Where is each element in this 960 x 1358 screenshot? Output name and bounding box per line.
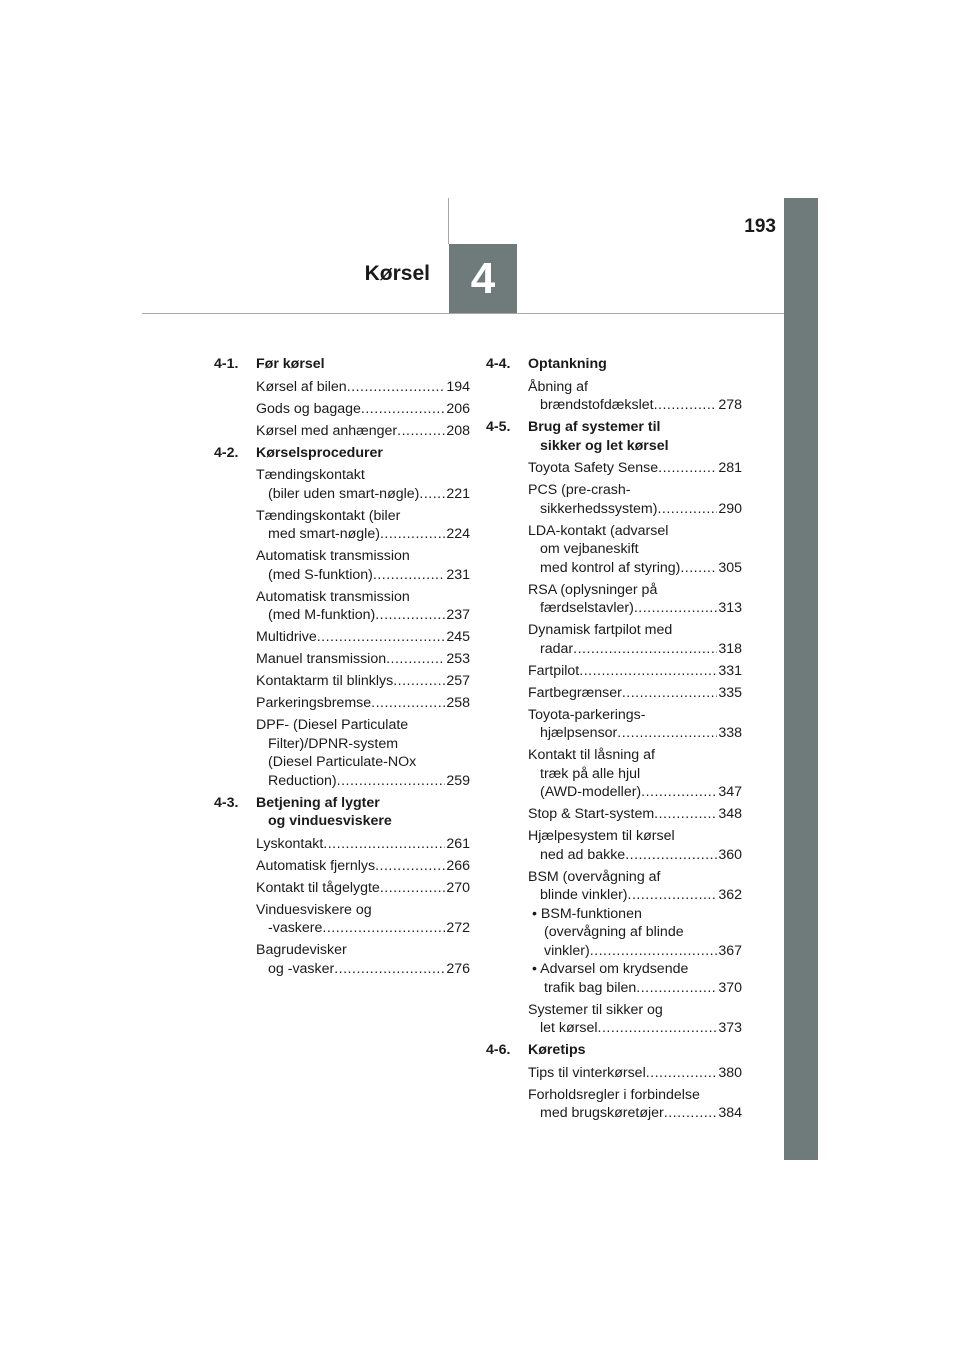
entry-line-with-page xyxy=(256,485,470,504)
entry-text: Kontaktarm til blinklys xyxy=(256,673,394,689)
entry-line: (Diesel Particulate-NOx xyxy=(268,754,417,770)
entry-line-with-page xyxy=(256,378,470,397)
entry-text: med smart-nøgle) xyxy=(268,526,380,542)
entry-page-number: 206 xyxy=(446,400,470,417)
entry-line: Tændingskontakt (biler xyxy=(256,507,401,524)
entry-line-with-page xyxy=(528,1019,742,1038)
toc-entry xyxy=(486,1001,742,1038)
entry-line-with-page xyxy=(528,662,742,681)
entry-page-number: 370 xyxy=(718,979,742,996)
entry-page-number: 266 xyxy=(446,857,470,874)
entry-text: (med M-funktion) xyxy=(268,607,376,623)
entry-page-number: 259 xyxy=(446,772,470,789)
toc-entry xyxy=(214,466,470,503)
section-number: 4-1. xyxy=(214,356,239,372)
entry-line: Tændingskontakt xyxy=(256,467,365,483)
dot-leader xyxy=(393,672,445,691)
entry-text: Toyota Safety Sense xyxy=(528,460,659,476)
toc-entry xyxy=(214,378,470,397)
header-vertical-rule xyxy=(448,198,449,244)
dot-leader xyxy=(573,640,717,659)
toc-entry xyxy=(486,827,742,864)
dot-leader xyxy=(347,378,446,397)
entry-line-with-page xyxy=(528,1104,742,1123)
toc-entry xyxy=(214,422,470,441)
entry-text: Kørsel med anhænger xyxy=(256,422,398,439)
section-title-line: Betjening af lygter xyxy=(256,794,380,811)
toc-entry xyxy=(214,547,470,584)
chapter-number-box: 4 xyxy=(449,244,517,313)
toc-entry xyxy=(486,1086,742,1123)
section-number: 4-6. xyxy=(486,1042,511,1058)
section-title-line: Køretips xyxy=(528,1042,586,1058)
entry-line: Dynamisk fartpilot med xyxy=(528,622,673,638)
toc-entry xyxy=(486,522,742,578)
toc-entry xyxy=(486,459,742,478)
entry-page-number: 347 xyxy=(718,784,742,800)
section-number: 4-4. xyxy=(486,356,511,372)
entry-page-number: 237 xyxy=(446,607,470,623)
toc-entry xyxy=(486,378,742,415)
entry-line-with-page xyxy=(528,684,742,703)
chapter-title: Kørsel xyxy=(364,262,430,285)
entry-text: Lyskontakt xyxy=(256,835,324,852)
entry-line-with-page xyxy=(256,772,470,791)
toc-entry xyxy=(214,716,470,790)
entry-page-number: 367 xyxy=(718,942,742,959)
dot-leader xyxy=(680,559,717,578)
entry-line-with-page xyxy=(256,400,470,419)
entry-line-with-page xyxy=(528,459,742,478)
entry-page-number: 270 xyxy=(446,879,470,896)
entry-text: Stop & Start-system xyxy=(528,806,655,822)
section-title-line: Kørselsprocedurer xyxy=(256,444,383,461)
entry-line: Filter)/DPNR-system xyxy=(268,735,399,752)
header-horizontal-rule xyxy=(142,313,784,314)
toc-entry xyxy=(486,805,742,824)
entry-text: Kørsel af bilen xyxy=(256,378,347,395)
dot-leader xyxy=(334,960,445,979)
entry-text: Fartbegrænser xyxy=(528,684,622,701)
entry-line-with-page xyxy=(528,396,742,415)
bullet-line-with-page xyxy=(528,979,742,998)
entry-line: DPF- (Diesel Particulate xyxy=(256,717,409,733)
bullet-line-with-page xyxy=(528,942,742,961)
entry-line-with-page xyxy=(256,919,470,938)
entry-line: Vinduesviskere og xyxy=(256,901,372,918)
dot-leader xyxy=(646,1064,718,1083)
toc-entry xyxy=(214,507,470,544)
entry-page-number: 261 xyxy=(446,835,470,852)
entry-line-with-page xyxy=(256,606,470,625)
entry-line: Åbning af xyxy=(528,378,588,395)
toc-entry xyxy=(214,650,470,669)
section-heading xyxy=(486,355,742,374)
toc-entry xyxy=(214,588,470,625)
entry-text: ned ad bakke xyxy=(540,846,626,863)
entry-line-with-page xyxy=(256,672,470,691)
entry-line-with-page xyxy=(528,599,742,618)
entry-page-number: 384 xyxy=(718,1105,742,1121)
dot-leader xyxy=(654,396,718,415)
entry-line-with-page xyxy=(528,500,742,519)
section-heading xyxy=(214,794,470,831)
entry-page-number: 380 xyxy=(718,1064,742,1081)
entry-text: -vaskere xyxy=(268,920,323,936)
entry-page-number: 331 xyxy=(718,662,742,679)
entry-text: blinde vinkler) xyxy=(540,887,628,903)
entry-line-with-page xyxy=(256,650,470,669)
toc-entry xyxy=(486,868,742,998)
entry-page-number: 221 xyxy=(446,485,470,502)
toc-entry xyxy=(214,901,470,938)
section-title xyxy=(528,1041,586,1060)
dot-leader xyxy=(654,805,717,824)
entry-page-number: 245 xyxy=(446,629,470,645)
entry-text: Fartpilot xyxy=(528,662,580,679)
entry-line-with-page xyxy=(528,846,742,865)
dot-leader xyxy=(636,979,717,998)
entry-text: med kontrol af styring) xyxy=(540,559,681,576)
section-number: 4-3. xyxy=(214,794,239,811)
entry-line: om vejbaneskift xyxy=(540,541,639,557)
entry-line: Systemer til sikker og xyxy=(528,1001,663,1018)
entry-text: Reduction) xyxy=(268,772,337,789)
entry-line-with-page xyxy=(528,640,742,659)
entry-page-number: 253 xyxy=(446,651,470,667)
entry-text: Kontakt til tågelygte xyxy=(256,879,380,896)
toc-entry xyxy=(486,684,742,703)
entry-text: Multidrive xyxy=(256,629,317,645)
toc-entry xyxy=(214,879,470,898)
entry-page-number: 373 xyxy=(718,1020,742,1036)
entry-line: træk på alle hjul xyxy=(540,765,641,782)
section-title xyxy=(528,418,669,455)
toc-entry xyxy=(214,835,470,854)
entry-page-number: 338 xyxy=(718,725,742,741)
entry-page-number: 224 xyxy=(446,526,470,542)
entry-text: radar xyxy=(540,640,574,657)
entry-page-number: 257 xyxy=(446,673,470,689)
dot-leader xyxy=(386,650,445,669)
entry-text: let kørsel xyxy=(540,1020,598,1036)
dot-leader xyxy=(657,500,717,519)
bullet-line: • Advarsel om krydsende xyxy=(532,961,689,977)
entry-line-with-page xyxy=(256,422,470,441)
section-title-line: Brug af systemer til xyxy=(528,419,661,435)
dot-leader xyxy=(375,606,445,625)
entry-text: hjælpsensor xyxy=(540,725,618,741)
entry-text: Automatisk fjernlys xyxy=(256,857,376,874)
section-title xyxy=(256,794,392,831)
entry-line-with-page xyxy=(256,694,470,713)
entry-page-number: 348 xyxy=(718,806,742,822)
entry-line-with-page xyxy=(528,559,742,578)
toc-entry xyxy=(214,857,470,876)
toc-entry xyxy=(486,662,742,681)
toc-left-column xyxy=(214,355,470,982)
dot-leader xyxy=(622,684,717,703)
entry-text: sikkerhedssystem) xyxy=(540,500,658,517)
toc-entry xyxy=(486,621,742,658)
dot-leader xyxy=(617,724,717,743)
section-heading xyxy=(214,355,470,374)
entry-page-number: 335 xyxy=(718,684,742,701)
entry-page-number: 194 xyxy=(446,378,470,395)
section-heading xyxy=(214,444,470,463)
dot-leader xyxy=(658,459,717,478)
toc-entry xyxy=(486,581,742,618)
entry-line-with-page xyxy=(528,1064,742,1083)
dot-leader xyxy=(323,835,445,854)
entry-line: Automatisk transmission xyxy=(256,588,410,605)
entry-page-number: 281 xyxy=(718,460,742,476)
entry-line-with-page xyxy=(256,835,470,854)
dot-leader xyxy=(634,599,718,618)
section-number: 4-5. xyxy=(486,419,511,435)
entry-text: Parkeringsbremse xyxy=(256,695,372,711)
toc-entry xyxy=(214,400,470,419)
entry-line: Bagrudevisker xyxy=(256,942,347,958)
dot-leader xyxy=(419,485,445,504)
entry-text: (AWD-modeller) xyxy=(540,784,642,800)
dot-leader xyxy=(598,1019,718,1038)
entry-text: Gods og bagage xyxy=(256,400,361,417)
entry-line: Toyota-parkerings- xyxy=(528,706,646,723)
entry-line-with-page xyxy=(528,886,742,905)
entry-page-number: 231 xyxy=(446,566,470,583)
dot-leader xyxy=(380,879,446,898)
section-title-line: sikker og let kørsel xyxy=(540,437,669,454)
section-title xyxy=(256,355,325,374)
entry-page-number: 318 xyxy=(718,640,742,657)
entry-text: med brugskøretøjer xyxy=(540,1105,664,1121)
entry-text: færdselstavler) xyxy=(540,600,634,616)
entry-line-with-page xyxy=(256,857,470,876)
dot-leader xyxy=(579,662,717,681)
entry-text: og -vasker xyxy=(268,960,335,977)
entry-line-with-page xyxy=(528,805,742,824)
entry-line: RSA (oplysninger på xyxy=(528,581,658,598)
chapter-side-tab xyxy=(784,198,818,1160)
dot-leader xyxy=(641,783,717,802)
dot-leader xyxy=(322,919,445,938)
dot-leader xyxy=(361,400,445,419)
entry-line: Hjælpesystem til kørsel xyxy=(528,828,675,844)
entry-page-number: 272 xyxy=(446,920,470,936)
toc-entry xyxy=(214,672,470,691)
entry-text: brændstofdækslet xyxy=(540,397,654,413)
entry-page-number: 276 xyxy=(446,960,470,977)
toc-entry xyxy=(214,628,470,647)
page-number: 193 xyxy=(744,216,776,237)
entry-text: (biler uden smart-nøgle) xyxy=(268,485,420,502)
bullet-line: • BSM-funktionen xyxy=(532,905,642,922)
dot-leader xyxy=(664,1104,718,1123)
toc-entry xyxy=(486,706,742,743)
entry-line-with-page xyxy=(528,724,742,743)
dot-leader xyxy=(397,422,445,441)
entry-page-number: 360 xyxy=(718,846,742,863)
section-title-line: Før kørsel xyxy=(256,356,325,372)
entry-page-number: 362 xyxy=(718,887,742,903)
entry-line: Forholdsregler i forbindelse xyxy=(528,1086,700,1103)
entry-line-with-page xyxy=(528,783,742,802)
entry-line: Automatisk transmission xyxy=(256,548,410,564)
dot-leader xyxy=(337,772,446,791)
dot-leader xyxy=(317,628,446,647)
dot-leader xyxy=(590,942,718,961)
section-title xyxy=(256,444,383,463)
entry-page-number: 290 xyxy=(718,500,742,517)
section-title xyxy=(528,355,607,374)
entry-line: Kontakt til låsning af xyxy=(528,747,655,763)
entry-line-with-page xyxy=(256,960,470,979)
dot-leader xyxy=(625,846,717,865)
section-heading xyxy=(486,1041,742,1060)
entry-line-with-page xyxy=(256,879,470,898)
toc-entry xyxy=(214,694,470,713)
dot-leader xyxy=(628,886,718,905)
entry-line-with-page xyxy=(256,566,470,585)
section-title-line: og vinduesviskere xyxy=(268,813,392,829)
entry-line: BSM (overvågning af xyxy=(528,868,661,885)
bullet-line: (overvågning af blinde xyxy=(544,924,684,940)
toc-entry xyxy=(486,481,742,518)
section-heading xyxy=(486,418,742,455)
dot-leader xyxy=(373,566,445,585)
entry-line: PCS (pre-crash- xyxy=(528,482,631,498)
entry-text: (med S-funktion) xyxy=(268,566,373,583)
entry-page-number: 305 xyxy=(718,559,742,576)
entry-text: trafik bag bilen xyxy=(544,979,637,996)
entry-line-with-page xyxy=(256,628,470,647)
toc-entry xyxy=(486,1064,742,1083)
entry-page-number: 258 xyxy=(446,695,470,711)
toc-entry xyxy=(214,941,470,978)
entry-text: Tips til vinterkørsel xyxy=(528,1064,646,1081)
dot-leader xyxy=(380,525,445,544)
entry-page-number: 278 xyxy=(718,397,742,413)
entry-page-number: 313 xyxy=(718,600,742,616)
toc-entry xyxy=(486,746,742,802)
dot-leader xyxy=(375,857,445,876)
entry-text: vinkler) xyxy=(544,942,590,959)
toc-right-column xyxy=(486,355,742,1126)
section-title-line: Optankning xyxy=(528,356,607,372)
entry-line-with-page xyxy=(256,525,470,544)
section-number: 4-2. xyxy=(214,444,239,461)
entry-page-number: 208 xyxy=(446,422,470,439)
dot-leader xyxy=(371,694,445,713)
entry-line: LDA-kontakt (advarsel xyxy=(528,522,669,539)
entry-text: Manuel transmission xyxy=(256,651,387,667)
